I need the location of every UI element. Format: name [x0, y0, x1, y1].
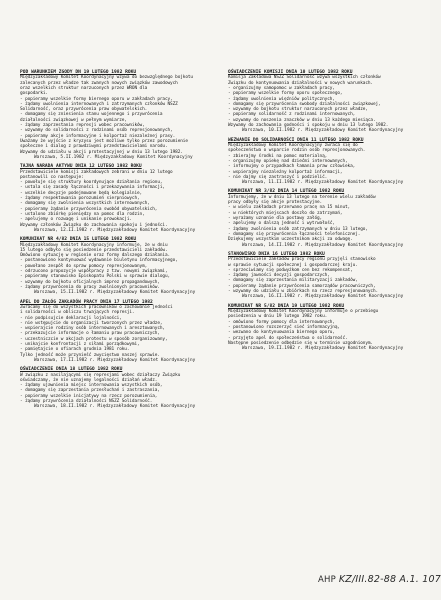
block-signature: Warszawa, 12.II.1982 r. Międzyzakładowy Komitet Koordynacyjny	[34, 227, 196, 233]
text-line: - domagamy się zniesienia stanu wojennego i przywrócenia	[20, 112, 163, 118]
block-header: KOMUNIKAT NR 4/82 DNIA 15 LUTEGO 1982 ROKU	[20, 237, 137, 243]
text-line: - popieramy żądanie przywrócenia samorządów pracowniczych,	[228, 283, 376, 289]
document-block	[20, 237, 210, 295]
text-line: - ustala się zasady łączności i przekazywania informacji,	[20, 185, 165, 191]
text-line: - popieramy żądanie przywrócenia swobód obywatelskich,	[20, 206, 158, 212]
block-header: OŚWIADCZENIE DNIA 18 LUTEGO 1982 ROKU	[20, 367, 123, 373]
text-line: społeczeństwa o wsparcie rodzin osób represjonowanych.	[228, 148, 366, 154]
text-line: - pamiętajcie o ofiarach grudnia 1981 roku.	[20, 347, 130, 353]
text-line: - apelujemy o rozwagę i unikanie prowokacji.	[20, 217, 132, 223]
block-signature: Warszawa, 18.II.1982 r. Międzyzakładowy Komitet Koordynacyjny	[34, 404, 196, 410]
text-line: - nie wstępujcie do organizacji tworzonych przez władze,	[20, 320, 163, 326]
text-line: działalności związkowej w pełnym wymiarze,	[20, 117, 127, 123]
text-line: Związku do kontynuowania działalności w nowych warunkach.	[228, 80, 373, 86]
text-line: - żądamy respektowania porozumień sierpniowych,	[20, 196, 140, 202]
text-line: zalecanych przez władze tak zwanych nowych związków zawodowych	[20, 80, 178, 86]
block-signature: Warszawa, 14.II.1982 r. Międzyzakładowy Komitet Koordynacyjny	[242, 242, 404, 248]
text-line: - popieramy akcje informacyjne i kolportaż niezależnej prasy.	[20, 133, 176, 139]
block-header: KOMUNIKAT NR 5/82 DNIA 19 LUTEGO 1982 ROKU	[228, 303, 345, 309]
text-line: - żądamy uwolnienia więźniów politycznych,	[228, 96, 335, 102]
text-line: Wzywamy do udziału w akcji protestacyjnej w dniu 13 lutego 1982.	[20, 149, 183, 155]
text-line: - żądamy uwolnienia internowanych i zatrzymanych członków NSZZ	[20, 101, 178, 107]
text-line: - odrzucono propozycje współpracy z tzw. nowymi związkami,	[20, 269, 168, 275]
text-line: Międzyzakładowy Komitet Koordynacyjny informuje, że w dniu	[20, 242, 168, 248]
archive-prefix: AHP	[318, 575, 336, 585]
text-line: 15 lutego odbyło się posiedzenie przedstawicieli zakładów.	[20, 247, 168, 253]
text-line: - apelujemy o dalszą jedność i wytrwałość,	[228, 221, 335, 227]
text-line: - przyjęto apel do społeczeństwa o solidarność.	[228, 335, 348, 341]
text-line: - wzywamy do udziału w zbiórkach na rzecz represjonowanych.	[228, 289, 379, 295]
document-block	[228, 252, 418, 300]
text-line: - żądamy przywrócenia do pracy zwolnionych pracowników.	[20, 284, 160, 290]
text-line: Solidarność, oraz przywrócenia praw obywatelskich.	[20, 107, 148, 113]
text-line: - informujmy o przypadkach łamania praw człowieka,	[228, 164, 356, 170]
block-signature: Warszawa, 16.II.1982 r. Międzyzakładowy Komitet Koordynacyjny	[242, 294, 404, 300]
text-line: - nie podpisujcie deklaracji lojalności,	[20, 315, 122, 321]
block-header: KOMUNIKAT NR 3/82 DNIA 14 LUTEGO 1982 ROKU	[228, 189, 345, 195]
text-line: - żądamy zaprzestania represji wobec pracowników,	[20, 123, 145, 129]
text-line: - domagamy się przywrócenia swobody działalności związkowej,	[228, 101, 381, 107]
block-header: OŚWIADCZENIE KOMISJI DNIA 10 LUTEGO 1982 ROKU	[228, 70, 353, 75]
right-column	[228, 70, 418, 355]
text-line: - popieramy wszelkie formy biernego oporu w zakładach pracy,	[20, 96, 173, 102]
text-line: społeczne i dialog z prawdziwymi przedstawicielami narodu.	[20, 144, 168, 150]
document-block	[20, 164, 210, 233]
text-line: - postanowiono rozszerzyć sieć informacyjną,	[228, 324, 340, 330]
text-line: Międzyzakładowy Komitet Koordynacyjny zwraca się do	[228, 143, 358, 149]
text-line: - omówiono formy pomocy dla internowanych,	[228, 319, 335, 325]
document-block	[228, 138, 418, 186]
document-block	[228, 189, 418, 247]
text-line: - postanowiono kontynuować wydawanie biuletynu informacyjnego,	[20, 258, 178, 264]
text-line: - sprzeciwiamy się podwyżkom cen bez rekompensat,	[228, 267, 353, 273]
text-line: Wzywamy członków Związku do zachowania spokoju i jedności.	[20, 222, 168, 228]
text-line: Dziękujemy wszystkim uczestnikom akcji za odwagę.	[228, 237, 353, 243]
document-block	[228, 70, 418, 134]
text-line: - powołuje się struktury koordynujące działania regionu,	[20, 180, 163, 186]
document-block	[20, 367, 210, 409]
text-line: - popieramy solidarność z rodzinami internowanych,	[228, 112, 356, 118]
text-line: - ustalono zbiórkę pieniędzy na pomoc dla rodzin,	[20, 211, 145, 217]
document-block	[228, 304, 418, 352]
block-header: APEL DO ZAŁÓG ZAKŁADÓW PRACY DNIA 17 LUTEGO 1982	[20, 299, 153, 305]
text-line: w sprawie sytuacji społecznej i gospodarczej kraju.	[228, 262, 358, 268]
text-line: - wyrażamy uznanie dla postawy załóg,	[228, 216, 323, 222]
text-line: Międzyzakładowy Komitet Koordynacyjny wzywa do bezwzględnego bojkotu	[20, 75, 193, 81]
left-column	[20, 70, 210, 414]
text-line: Międzyzakładowy Komitet Koordynacyjny informuje o przebiegu	[228, 309, 379, 315]
block-header: TAJNA NARADA AKTYWU DNIA 12 LUTEGO 1982 ROKU	[20, 164, 142, 170]
text-line: - popieramy wszelkie inicjatywy na rzecz porozumienia,	[20, 393, 158, 399]
text-line: - organizujmy opiekę nad dziećmi internowanych,	[228, 158, 348, 164]
document-block	[20, 70, 210, 160]
text-line: - organizujmy samopomoc w zakładach pracy,	[228, 86, 335, 91]
text-line: - domagamy się zaprzestania przesłuchań i zastraszania,	[20, 388, 160, 394]
text-line: oraz wszelkich struktur narzuconych przez WRON dla	[20, 86, 148, 91]
text-line: - wzywamy do bojkotu oficjalnych imprez propagandowych,	[20, 279, 160, 285]
document-block	[20, 300, 210, 364]
text-line: - wzywamy do noszenia znaczków w dniu 13 każdego miesiąca.	[228, 117, 376, 123]
text-line: - wzywamy do bojkotu struktur narzuconych przez władze,	[228, 107, 368, 113]
text-line: - powołano zespół do spraw pomocy represjonowanym,	[20, 263, 148, 269]
text-line: i solidarności w obliczu trwających represji.	[20, 310, 135, 316]
text-line: Przedstawiciele komisji zakładowych zebrani w dniu 12 lutego	[20, 169, 173, 175]
text-line: - żądamy przywrócenia działalności NSZZ Solidarność.	[20, 399, 153, 405]
text-line: - przekazujcie informacje o łamaniu praw pracowniczych,	[20, 331, 160, 337]
text-line: - nie dajmy się zastraszyć i podzielić.	[228, 174, 328, 180]
text-line: posiedzenia w dniu 19 lutego 1982 roku.	[228, 314, 328, 320]
text-line: - domagamy się przywrócenia łączności telefonicznej.	[228, 231, 361, 237]
text-line: Zwracamy się do wszystkich pracowników o zachowanie jedności	[20, 304, 173, 310]
text-line: - wezwano do kontynuowania biernego oporu,	[228, 330, 335, 336]
text-line: - zbierajmy środki na pomoc materialną,	[228, 153, 328, 159]
text-line: Informujemy, że w dniu 13 lutego na terenie wielu zakładów	[228, 194, 376, 200]
text-line: - żądamy ujawnienia miejsc internowania wszystkich osób,	[20, 383, 163, 389]
text-line: - żądamy zwolnienia osób zatrzymanych w dniu 13 lutego,	[228, 226, 368, 232]
archive-signature: KZ/III.82-88 A.1. 107	[338, 574, 441, 585]
text-line: W związku z nasilającymi się represjami wobec działaczy Związku	[20, 372, 181, 378]
text-line: oświadczamy, że nie uznajemy legalności działań władz.	[20, 377, 158, 383]
text-line: - popieramy wszelkie formy oporu społecznego,	[228, 91, 343, 97]
text-line: - żądamy jawności decyzji gospodarczych,	[228, 273, 330, 279]
text-line: Komisja Zakładowa NSZZ Solidarność wzywa wszystkich członków	[228, 75, 381, 81]
block-signature: Warszawa, 11.II.1982 r. Międzyzakładowy Komitet Koordynacyjny	[242, 180, 404, 186]
block-signature: Warszawa, 15.II.1982 r. Międzyzakładowy Komitet Koordynacyjny	[34, 290, 196, 296]
block-signature: Warszawa, 17.II.1982 r. Międzyzakładowy Komitet Koordynacyjny	[34, 357, 196, 363]
text-line: gospodarki.	[20, 91, 48, 97]
text-line: - domagamy się zwolnienia wszystkich internowanych,	[20, 201, 150, 207]
text-line: - w wielu zakładach przerwano pracę na 15 minut,	[228, 205, 351, 211]
block-header: WEZWANIE DO SOLIDARNOŚCI DNIA 11 LUTEGO 1982 ROKU	[228, 137, 364, 143]
text-line: Następne posiedzenie odbędzie się w terminie uzgodnionym.	[228, 340, 373, 346]
text-line: - wspierajcie rodziny osób internowanych i aresztowanych,	[20, 326, 165, 332]
block-header: STANOWISKO DNIA 16 LUTEGO 1982 ROKU	[228, 251, 325, 257]
text-line: - domagamy się zaprzestania militaryzacji zakładów,	[228, 278, 358, 284]
block-signature: Warszawa, 5.II.1982 r. Międzyzakładowy Komitet Koordynacyjny	[34, 154, 193, 160]
block-signature: Warszawa, 19.II.1982 r. Międzyzakładowy Komitet Koordynacyjny	[242, 346, 404, 352]
text-line: - popieramy stanowisko Episkopatu Polski w sprawie dialogu,	[20, 274, 171, 280]
text-line: Uważamy że wyjście z kryzysu jest możliwe tylko przez porozumienie	[20, 138, 188, 144]
text-line: Wzywamy do zachowania godności i spokoju w dniu 13 lutego 1982.	[228, 123, 389, 129]
block-signature: Warszawa, 10.II.1982 r. Międzyzakładowy Komitet Koordynacyjny	[242, 128, 404, 134]
text-line: - wspierajmy niezależny kolportaż informacji,	[228, 169, 343, 175]
block-header: POD WARUNKIEM ZGODY DN 19 LUTEGO 1982 ROKU	[20, 70, 137, 75]
text-line: postanowili co następuje:	[20, 174, 84, 180]
text-line: Tylko jedność może przynieść zwycięstwo naszej sprawie.	[20, 352, 160, 358]
text-line: Przedstawiciele zakładów pracy regionu przyjęli stanowisko	[228, 257, 376, 263]
text-line: - wszelkie decyzje podejmowane będą kolegialnie,	[20, 190, 143, 196]
text-line: - unikajcie konfrontacji z siłami porządkowymi,	[20, 341, 140, 347]
archive-stamp	[318, 574, 441, 585]
text-line: - uczestniczcie w akcjach protestu w sposób zorganizowany,	[20, 336, 168, 342]
text-line: Omówiono sytuację w regionie oraz formy dalszego działania.	[20, 253, 171, 259]
text-line: - wzywamy do solidarności z rodzinami osób represjonowanych,	[20, 128, 173, 134]
text-line: - w niektórych miejscach doszło do zatrzymań,	[228, 210, 343, 216]
text-line: pracy odbyły się akcje protestacyjne.	[228, 200, 323, 206]
